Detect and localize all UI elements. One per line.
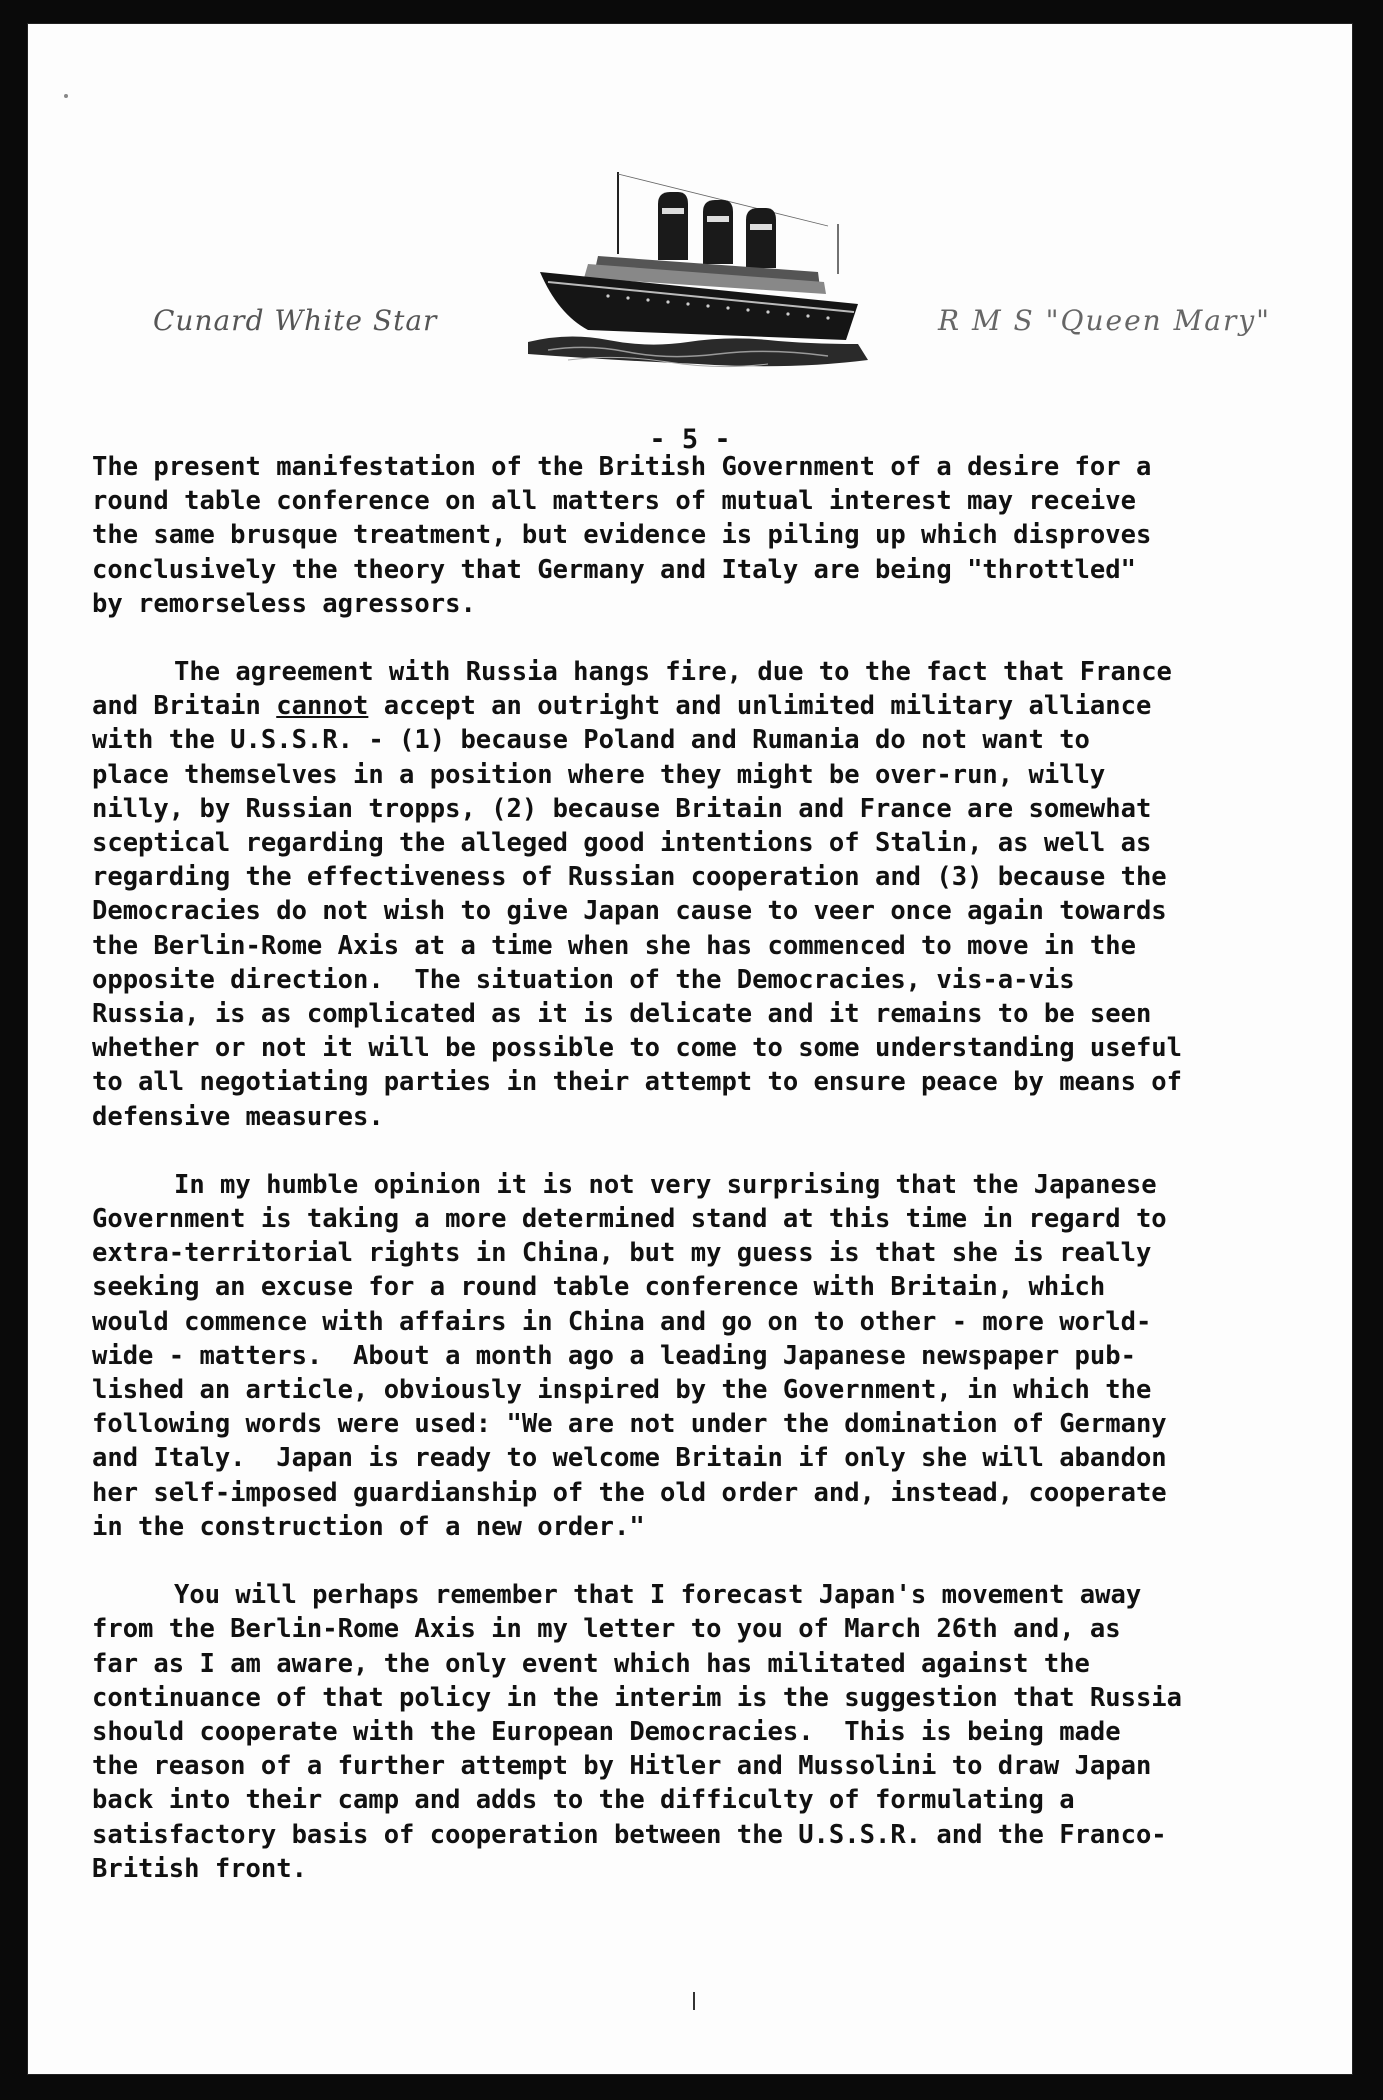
text-line: conclusively the theory that Germany and Italy are being "throttled" bbox=[92, 554, 1136, 585]
ship-logo-icon bbox=[528, 164, 868, 374]
paragraph-3 bbox=[92, 1168, 1317, 1544]
text-line: lished an article, obviously inspired by the Government, in which the bbox=[92, 1375, 1152, 1406]
text-line: the Berlin-Rome Axis at a time when she has commenced to move in the bbox=[92, 930, 1136, 961]
text-line: Democracies do not wish to give Japan cause to veer once again towards bbox=[92, 896, 1167, 927]
paragraph-4 bbox=[92, 1578, 1317, 1886]
text-line: far as I am aware, the only event which has militated against the bbox=[92, 1648, 1090, 1679]
text-line: defensive measures. bbox=[92, 1101, 384, 1132]
text-line: the reason of a further attempt by Hitler and Mussolini to draw Japan bbox=[92, 1751, 1152, 1782]
letter-body bbox=[92, 450, 1317, 1920]
text-line: following words were used: "We are not under the domination of Germany bbox=[92, 1409, 1167, 1440]
text-line: The agreement with Russia hangs fire, due to the fact that France bbox=[174, 657, 1172, 688]
text-line: whether or not it will be possible to come to some understanding useful bbox=[92, 1033, 1183, 1064]
text-line: opposite direction. The situation of the Democracies, vis-a-vis bbox=[92, 964, 1075, 995]
letterhead bbox=[28, 154, 1352, 394]
letterhead-ship-name: R M S "Queen Mary" bbox=[938, 304, 1272, 337]
text-line: nilly, by Russian tropps, (2) because Britain and France are somewhat bbox=[92, 793, 1152, 824]
text-line: wide - matters. About a month ago a leading Japanese newspaper pub- bbox=[92, 1340, 1136, 1371]
page-number: - 5 - bbox=[649, 424, 731, 455]
text-line: Government is taking a more determined stand at this time in regard to bbox=[92, 1204, 1167, 1235]
text-line: In my humble opinion it is not very surprising that the Japanese bbox=[174, 1169, 1157, 1200]
text-line: Russia, is as complicated as it is delicate and it remains to be seen bbox=[92, 999, 1152, 1030]
text-line: place themselves in a position where they might be over-run, willy bbox=[92, 759, 1106, 790]
text-line: the same brusque treatment, but evidence is piling up which disproves bbox=[92, 520, 1152, 551]
text-line: regarding the effectiveness of Russian cooperation and (3) because the bbox=[92, 862, 1167, 893]
text-segment: and Britain bbox=[92, 691, 277, 722]
text-line: continuance of that policy in the interim is the suggestion that Russia bbox=[92, 1682, 1183, 1713]
text-line: in the construction of a new order." bbox=[92, 1511, 645, 1542]
text-line: would commence with affairs in China and go on to other - more world- bbox=[92, 1306, 1152, 1337]
margin-mark bbox=[64, 94, 68, 98]
text-segment: accept an outright and unlimited military alliance bbox=[368, 691, 1152, 722]
text-line: British front. bbox=[92, 1853, 307, 1884]
text-line: by remorseless agressors. bbox=[92, 588, 476, 619]
text-line: The present manifestation of the British Government of a desire for a bbox=[92, 452, 1152, 482]
paragraph-1 bbox=[92, 450, 1317, 621]
text-line: with the U.S.S.R. - (1) because Poland and Rumania do not want to bbox=[92, 725, 1090, 756]
text-line: to all negotiating parties in their attempt to ensure peace by means of bbox=[92, 1067, 1183, 1098]
text-line: should cooperate with the European Democracies. This is being made bbox=[92, 1716, 1121, 1747]
text-line: extra-territorial rights in China, but my guess is that she is really bbox=[92, 1238, 1152, 1269]
text-line: satisfactory basis of cooperation between the U.S.S.R. and the Franco- bbox=[92, 1819, 1167, 1850]
text-line: back into their camp and adds to the difficulty of formulating a bbox=[92, 1785, 1075, 1816]
text-line: sceptical regarding the alleged good intentions of Stalin, as well as bbox=[92, 828, 1152, 859]
underlined-word: cannot bbox=[276, 691, 369, 722]
text-line: round table conference on all matters of mutual interest may receive bbox=[92, 486, 1136, 517]
text-line: You will perhaps remember that I forecast Japan's movement away bbox=[174, 1580, 1142, 1611]
text-line: and Italy. Japan is ready to welcome Britain if only she will abandon bbox=[92, 1443, 1167, 1474]
text-line: her self-imposed guardianship of the old order and, instead, cooperate bbox=[92, 1477, 1167, 1508]
letterhead-company: Cunard White Star bbox=[153, 304, 438, 337]
text-line: from the Berlin-Rome Axis in my letter to you of March 26th and, as bbox=[92, 1614, 1121, 1645]
text-line: seeking an excuse for a round table conference with Britain, which bbox=[92, 1272, 1106, 1303]
page-mark bbox=[693, 1992, 695, 2010]
paragraph-2 bbox=[92, 655, 1317, 1134]
text-line bbox=[92, 689, 1317, 723]
